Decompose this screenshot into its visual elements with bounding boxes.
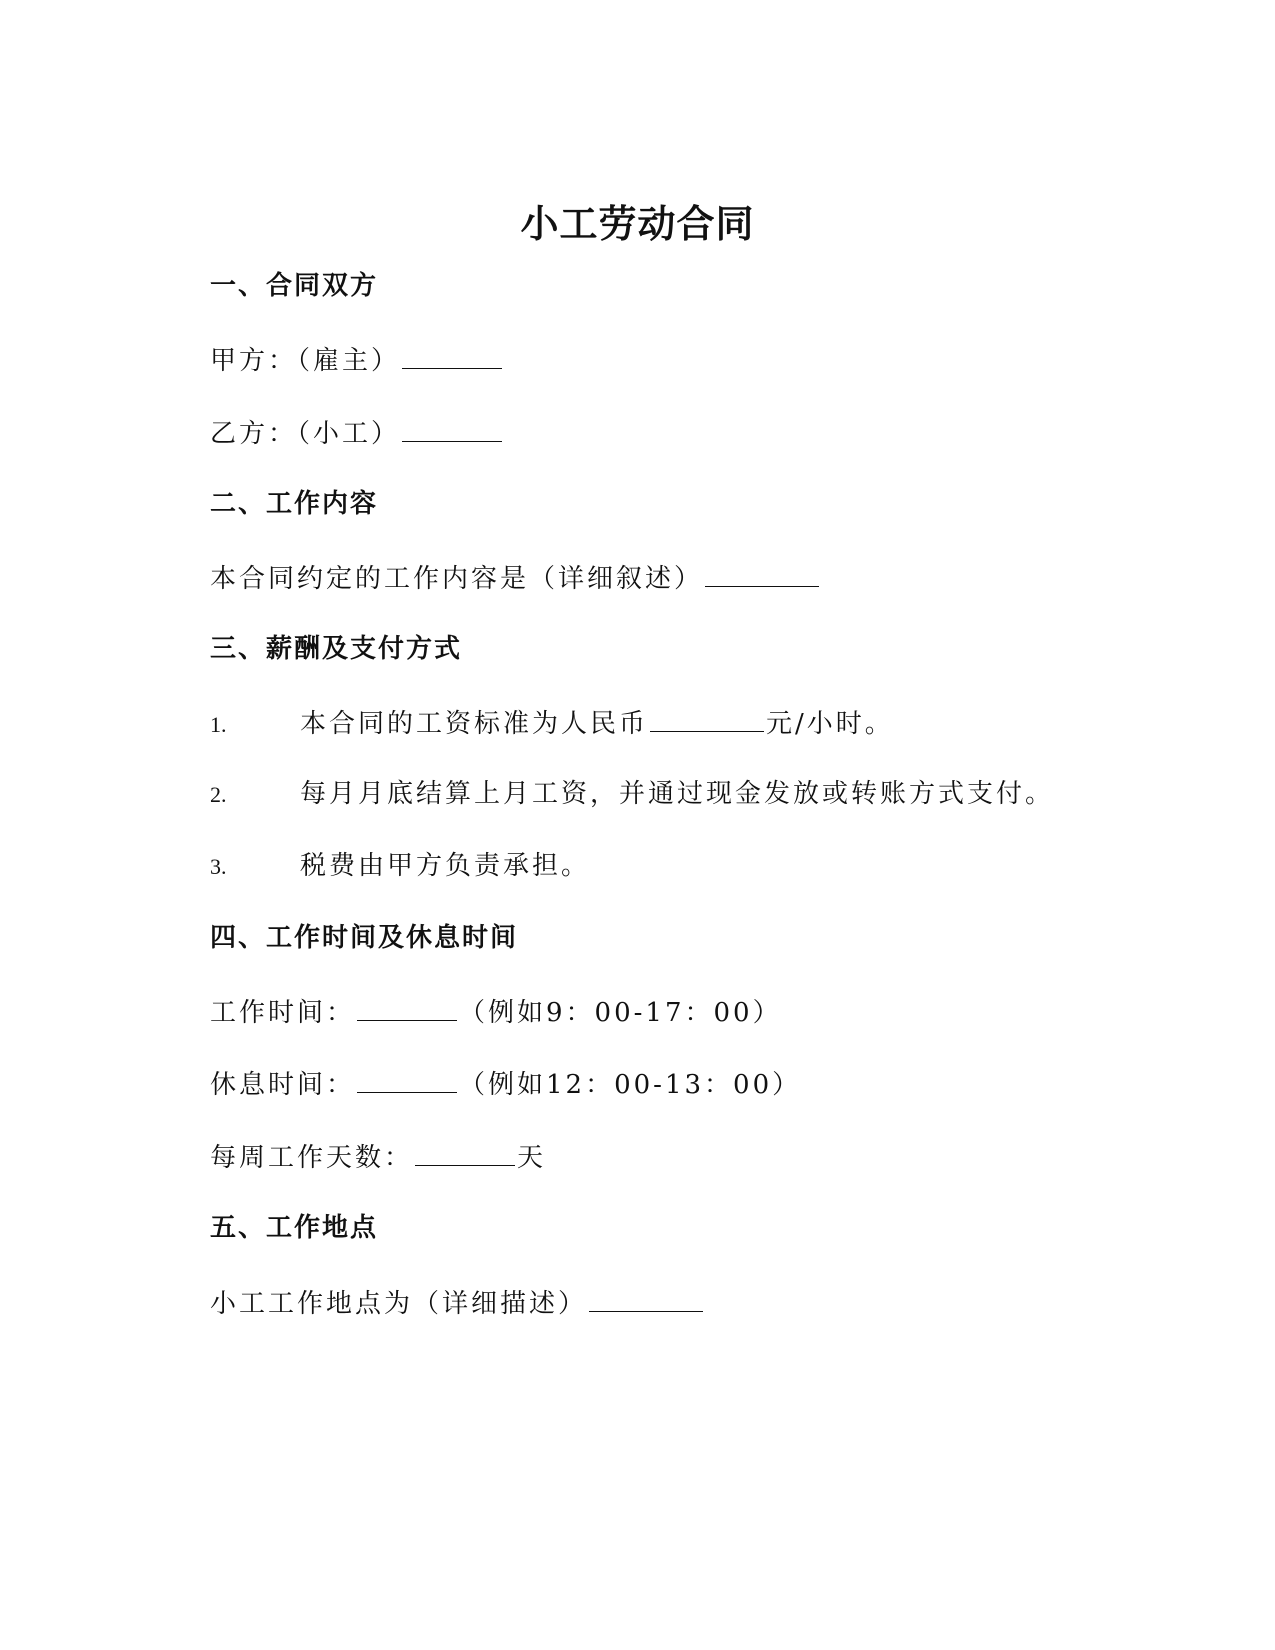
section-heading-salary: 三、薪酬及支付方式 — [210, 634, 463, 664]
section-heading-work-content: 二、工作内容 — [210, 489, 379, 519]
section-heading-parties: 一、合同双方 — [210, 271, 379, 301]
rest-time-blank[interactable] — [357, 1062, 457, 1093]
work-time-blank[interactable] — [357, 990, 457, 1021]
work-days-line — [210, 1135, 546, 1178]
work-days-label: 每周工作天数： — [210, 1143, 414, 1173]
rest-time-example: （例如12：00-13：00） — [459, 1070, 802, 1100]
location-blank[interactable] — [589, 1281, 703, 1312]
location-label: 小工工作地点为（详细描述） — [210, 1289, 588, 1319]
item-number: 2. — [210, 782, 227, 807]
party-a-blank[interactable] — [402, 338, 502, 369]
party-b-line — [210, 411, 504, 454]
salary-rate-text-pre: 本合同的工资标准为人民币 — [300, 709, 649, 739]
party-a-line — [210, 338, 504, 381]
document-title: 小工劳动合同 — [520, 202, 755, 246]
salary-item-1 — [210, 701, 894, 745]
item-number: 1. — [210, 712, 227, 737]
party-b-blank[interactable] — [402, 411, 502, 442]
salary-payment-text: 每月月底结算上月工资，并通过现金发放或转账方式支付。 — [300, 779, 1055, 809]
work-content-label: 本合同约定的工作内容是（详细叙述） — [210, 564, 704, 594]
party-a-label: 甲方：（雇主） — [210, 346, 401, 376]
salary-rate-blank[interactable] — [650, 701, 764, 732]
section-heading-location: 五、工作地点 — [210, 1213, 379, 1243]
salary-rate-text-post: 元/小时。 — [766, 709, 894, 739]
work-time-line — [210, 990, 782, 1033]
work-time-example: （例如9：00-17：00） — [459, 998, 782, 1028]
location-line — [210, 1281, 705, 1324]
work-days-blank[interactable] — [415, 1135, 515, 1166]
salary-item-3 — [210, 846, 590, 887]
salary-item-2 — [210, 774, 1054, 815]
rest-time-label: 休息时间： — [210, 1070, 356, 1100]
item-number: 3. — [210, 854, 227, 879]
work-days-unit: 天 — [517, 1143, 547, 1173]
salary-tax-text: 税费由甲方负责承担。 — [300, 851, 591, 881]
rest-time-line — [210, 1062, 801, 1105]
work-time-label: 工作时间： — [210, 998, 356, 1028]
party-b-label: 乙方：（小工） — [210, 419, 401, 449]
section-heading-hours: 四、工作时间及休息时间 — [210, 923, 519, 953]
work-content-line — [210, 556, 821, 599]
work-content-blank[interactable] — [705, 556, 819, 587]
